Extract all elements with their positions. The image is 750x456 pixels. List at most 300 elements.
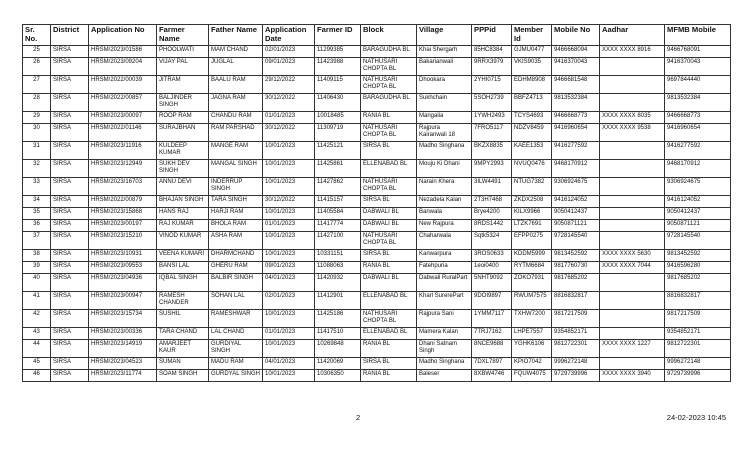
cell-village: Chaharwala	[417, 232, 472, 250]
cell-mfmb-mobile: 9996272148	[665, 358, 731, 370]
cell-sr-no: 37	[23, 232, 51, 250]
cell-farmer-name: RAJ KUMAR	[157, 220, 209, 232]
cell-mfmb-mobile: 9466668773	[665, 112, 731, 124]
cell-aadhar	[600, 178, 665, 196]
table-row	[23, 328, 731, 340]
cell-mobile-no: 8816832817	[552, 292, 600, 310]
table-body	[23, 46, 731, 382]
cell-mobile-no: 9466681548	[552, 76, 600, 94]
table-row	[23, 208, 731, 220]
cell-ppp-id: 85HC8384	[472, 46, 512, 58]
cell-sr-no: 27	[23, 76, 51, 94]
cell-farmer-name: BANSI LAL	[157, 262, 209, 274]
cell-mfmb-mobile: 9354852171	[665, 328, 731, 340]
cell-member-id: KILX9966	[512, 208, 552, 220]
cell-aadhar	[600, 196, 665, 208]
column-header-district: District	[51, 25, 89, 46]
cell-father-name: BAALU RAM	[209, 76, 263, 94]
cell-aadhar: XXXX XXXX 1227	[600, 340, 665, 358]
cell-aadhar	[600, 160, 665, 178]
table-row	[23, 274, 731, 292]
column-header-farmer-name: Farmer Name	[157, 25, 209, 46]
cell-application-no: HRSM/2023/15868	[89, 208, 157, 220]
cell-farmer-name: VEENA KUMARI	[157, 250, 209, 262]
cell-mobile-no: 9996272148	[552, 358, 600, 370]
cell-farmer-name: SURAJBHAN	[157, 124, 209, 142]
cell-block: NATHUSARI CHOPTA BL	[361, 178, 417, 196]
cell-sr-no: 31	[23, 142, 51, 160]
cell-farmer-name: SUKH DEV SINGH	[157, 160, 209, 178]
cell-application-no: HRSM/2023/14919	[89, 340, 157, 358]
cell-application-no: HRSM/2023/00097	[89, 112, 157, 124]
cell-farmer-id: 10306350	[315, 370, 361, 382]
cell-father-name: MADU RAM	[209, 358, 263, 370]
cell-mobile-no: 9466668094	[552, 46, 600, 58]
cell-farmer-id: 11427862	[315, 178, 361, 196]
cell-district: SIRSA	[51, 196, 89, 208]
cell-village: Dabwali RuralPart	[417, 274, 472, 292]
cell-mobile-no: 9813532384	[552, 94, 600, 112]
cell-sr-no: 30	[23, 124, 51, 142]
cell-father-name: DHARMCHAND	[209, 250, 263, 262]
cell-member-id: EDHM8908	[512, 76, 552, 94]
cell-ppp-id: 2T3H7468	[472, 196, 512, 208]
cell-block: ELLENABAD BL	[361, 292, 417, 310]
cell-farmer-name: BHAJAN SINGH	[157, 196, 209, 208]
cell-aadhar: XXXX XXXX 3940	[600, 370, 665, 382]
cell-block: SIRSA BL	[361, 142, 417, 160]
cell-farmer-id: 11427100	[315, 232, 361, 250]
cell-mobile-no: 9354852171	[552, 328, 600, 340]
cell-mobile-no: 9817217509	[552, 310, 600, 328]
cell-mobile-no: 9468170912	[552, 160, 600, 178]
cell-sr-no: 40	[23, 274, 51, 292]
cell-farmer-id: 11415157	[315, 196, 361, 208]
cell-member-id: TXHW7200	[512, 310, 552, 328]
cell-block: SIRSA BL	[361, 358, 417, 370]
cell-farmer-name: KULDEEP KUMAR	[157, 142, 209, 160]
cell-sr-no: 44	[23, 340, 51, 358]
cell-member-id: KDDM5999	[512, 250, 552, 262]
cell-aadhar: XXXX XXXX 8916	[600, 46, 665, 58]
cell-farmer-id: 11425121	[315, 142, 361, 160]
cell-mfmb-mobile: 9813452592	[665, 250, 731, 262]
cell-application-date: 10/01/2023	[263, 370, 315, 382]
cell-mfmb-mobile: 9817685202	[665, 274, 731, 292]
cell-mfmb-mobile: 9817217509	[665, 310, 731, 328]
cell-farmer-name: HANS RAJ	[157, 208, 209, 220]
cell-district: SIRSA	[51, 262, 89, 274]
cell-aadhar	[600, 142, 665, 160]
cell-father-name: GHERU RAM	[209, 262, 263, 274]
cell-father-name: BALBIR SINGH	[209, 274, 263, 292]
table-row	[23, 124, 731, 142]
cell-ppp-id: 7FRO5117	[472, 124, 512, 142]
cell-block: SIRSA BL	[361, 196, 417, 208]
cell-mobile-no: 9416277592	[552, 142, 600, 160]
table-row	[23, 262, 731, 274]
cell-farmer-id: 11425861	[315, 160, 361, 178]
column-header-aadhar: Aadhar	[600, 25, 665, 46]
cell-aadhar	[600, 292, 665, 310]
cell-member-id: LTZK7691	[512, 220, 552, 232]
column-header-mobile-no: Mobile No	[552, 25, 600, 46]
cell-farmer-name: BALJINDER SINGH	[157, 94, 209, 112]
cell-block: ELLENABAD BL	[361, 160, 417, 178]
cell-father-name: SOHAN LAL	[209, 292, 263, 310]
cell-father-name: LAL CHAND	[209, 328, 263, 340]
cell-block: NATHUSARI CHOPTA BL	[361, 232, 417, 250]
cell-farmer-name: VIJAY PAL	[157, 58, 209, 76]
table-row	[23, 310, 731, 328]
cell-district: SIRSA	[51, 370, 89, 382]
cell-application-date: 10/01/2023	[263, 340, 315, 358]
cell-farmer-id: 11088063	[315, 262, 361, 274]
cell-ppp-id: 3ILW4491	[472, 178, 512, 196]
cell-ppp-id: BKZX8835	[472, 142, 512, 160]
column-header-application-date: Application Date	[263, 25, 315, 46]
cell-application-no: HRSM/2023/01586	[89, 46, 157, 58]
cell-application-no: HRSM/2023/15210	[89, 232, 157, 250]
cell-mfmb-mobile: 9416960654	[665, 124, 731, 142]
cell-application-no: HRSM/2023/00947	[89, 292, 157, 310]
column-header-farmer-id: Farmer ID	[315, 25, 361, 46]
cell-sr-no: 33	[23, 178, 51, 196]
cell-ppp-id: 1eoi0400	[472, 262, 512, 274]
cell-district: SIRSA	[51, 94, 89, 112]
table-row	[23, 58, 731, 76]
cell-application-no: HRSM/2022/01146	[89, 124, 157, 142]
cell-sr-no: 41	[23, 292, 51, 310]
column-header-ppp-id: PPPid	[472, 25, 512, 46]
cell-aadhar: XXXX XXXX 5630	[600, 250, 665, 262]
cell-application-no: HRSM/2023/11916	[89, 142, 157, 160]
cell-farmer-id: 11417774	[315, 220, 361, 232]
table-row	[23, 160, 731, 178]
cell-farmer-name: ROOP RAM	[157, 112, 209, 124]
cell-block: BARAGUDHA BL	[361, 94, 417, 112]
cell-farmer-name: ANNU DEVI	[157, 178, 209, 196]
cell-village: Dhookara	[417, 76, 472, 94]
cell-member-id: ZKDX2508	[512, 196, 552, 208]
cell-block: DABWALI BL	[361, 208, 417, 220]
cell-mfmb-mobile: 9306924675	[665, 178, 731, 196]
cell-aadhar: XXXX XXXX 8035	[600, 112, 665, 124]
cell-district: SIRSA	[51, 292, 89, 310]
cell-member-id: NTUG7382	[512, 178, 552, 196]
cell-aadhar	[600, 220, 665, 232]
cell-district: SIRSA	[51, 124, 89, 142]
cell-sr-no: 28	[23, 94, 51, 112]
cell-application-date: 30/12/2022	[263, 94, 315, 112]
column-header-sr-no: Sr. No.	[23, 25, 51, 46]
cell-aadhar	[600, 358, 665, 370]
cell-aadhar	[600, 232, 665, 250]
cell-member-id: TCYS4693	[512, 112, 552, 124]
cell-farmer-name: SUSHIL	[157, 310, 209, 328]
cell-aadhar	[600, 328, 665, 340]
cell-father-name: TARA SINGH	[209, 196, 263, 208]
cell-application-date: 01/01/2023	[263, 220, 315, 232]
cell-district: SIRSA	[51, 58, 89, 76]
table-row	[23, 178, 731, 196]
cell-mobile-no: 9050871121	[552, 220, 600, 232]
cell-mobile-no: 9817760730	[552, 262, 600, 274]
cell-block: SIRSA BL	[361, 250, 417, 262]
cell-district: SIRSA	[51, 274, 89, 292]
table-row	[23, 232, 731, 250]
cell-application-no: HRSM/2022/00039	[89, 76, 157, 94]
column-header-mfmb-mobile: MFMB Mobile	[665, 25, 731, 46]
cell-block: RANIA BL	[361, 262, 417, 274]
cell-member-id: YGHK6106	[512, 340, 552, 358]
cell-application-no: HRSM/2023/00336	[89, 328, 157, 340]
cell-farmer-id: 11420932	[315, 274, 361, 292]
beneficiary-list-sheet	[22, 24, 730, 382]
cell-farmer-id: 11299385	[315, 46, 361, 58]
cell-mfmb-mobile: 9812722301	[665, 340, 731, 358]
cell-sr-no: 43	[23, 328, 51, 340]
cell-application-date: 04/01/2023	[263, 274, 315, 292]
cell-member-id: EFPP0275	[512, 232, 552, 250]
cell-application-date: 10/01/2023	[263, 142, 315, 160]
cell-mfmb-mobile: 9813532384	[665, 94, 731, 112]
cell-mfmb-mobile: 9468170912	[665, 160, 731, 178]
cell-aadhar	[600, 76, 665, 94]
cell-district: SIRSA	[51, 112, 89, 124]
cell-mfmb-mobile: 9697844440	[665, 76, 731, 94]
cell-farmer-id: 11409115	[315, 76, 361, 94]
cell-farmer-id: 10018485	[315, 112, 361, 124]
beneficiary-table	[22, 24, 731, 382]
cell-aadhar	[600, 310, 665, 328]
cell-district: SIRSA	[51, 160, 89, 178]
cell-father-name: ASHA RAM	[209, 232, 263, 250]
cell-application-date: 02/01/2023	[263, 46, 315, 58]
cell-district: SIRSA	[51, 220, 89, 232]
cell-ppp-id: 3ROS0633	[472, 250, 512, 262]
cell-member-id: RYTM6684	[512, 262, 552, 274]
cell-mobile-no: 9416370043	[552, 58, 600, 76]
cell-ppp-id: 2YHI0715	[472, 76, 512, 94]
cell-father-name: MANGAL SINGH	[209, 160, 263, 178]
cell-village: Banwala	[417, 208, 472, 220]
cell-ppp-id: 7DXL7897	[472, 358, 512, 370]
cell-mobile-no: 9050412437	[552, 208, 600, 220]
cell-ppp-id: 1YMM7117	[472, 310, 512, 328]
column-header-member-id: Member Id	[512, 25, 552, 46]
cell-application-no: HRSM/2022/00857	[89, 94, 157, 112]
cell-sr-no: 34	[23, 196, 51, 208]
cell-mfmb-mobile: 9416124052	[665, 196, 731, 208]
cell-district: SIRSA	[51, 310, 89, 328]
cell-application-no: HRSM/2023/11774	[89, 370, 157, 382]
cell-farmer-name: IQBAL SINGH	[157, 274, 209, 292]
cell-block: NATHUSARI CHOPTA BL	[361, 76, 417, 94]
cell-application-date: 30/12/2022	[263, 196, 315, 208]
cell-member-id: KPIO7042	[512, 358, 552, 370]
cell-application-no: HRSM/2022/00879	[89, 196, 157, 208]
cell-mfmb-mobile: 9416596280	[665, 262, 731, 274]
cell-member-id: RWUM7575	[512, 292, 552, 310]
cell-father-name: RAM PARSHAD	[209, 124, 263, 142]
cell-block: NATHUSARI CHOPTA BL	[361, 58, 417, 76]
table-header	[23, 25, 731, 46]
cell-application-no: HRSM/2023/10931	[89, 250, 157, 262]
cell-mfmb-mobile: 9050871121	[665, 220, 731, 232]
cell-father-name: GURDIYAL SINGH	[209, 340, 263, 358]
cell-village: Khai Shergarh	[417, 46, 472, 58]
column-header-village: Village	[417, 25, 472, 46]
cell-sr-no: 26	[23, 58, 51, 76]
cell-village: Rajpura Sani	[417, 310, 472, 328]
cell-farmer-id: 11309719	[315, 124, 361, 142]
cell-farmer-id: 11423988	[315, 58, 361, 76]
cell-ppp-id: 1YWH2493	[472, 112, 512, 124]
cell-member-id: ZOKO7931	[512, 274, 552, 292]
cell-village: Narain Khera	[417, 178, 472, 196]
cell-village: Nezadela Kalan	[417, 196, 472, 208]
cell-application-date: 10/01/2023	[263, 178, 315, 196]
cell-mfmb-mobile: 9050412437	[665, 208, 731, 220]
cell-application-no: HRSM/2023/00197	[89, 220, 157, 232]
cell-member-id: NVUQ0476	[512, 160, 552, 178]
cell-district: SIRSA	[51, 328, 89, 340]
cell-member-id: LHPE7557	[512, 328, 552, 340]
cell-district: SIRSA	[51, 358, 89, 370]
cell-application-date: 10/01/2023	[263, 310, 315, 328]
cell-village: Rajpura Kairanwali 18	[417, 124, 472, 142]
cell-farmer-name: RAMESH CHANDER	[157, 292, 209, 310]
cell-aadhar: XXXX XXXX 7044	[600, 262, 665, 274]
cell-application-date: 10/01/2023	[263, 232, 315, 250]
cell-application-date: 01/01/2023	[263, 112, 315, 124]
cell-district: SIRSA	[51, 250, 89, 262]
cell-mobile-no: 9466668773	[552, 112, 600, 124]
table-row	[23, 142, 731, 160]
cell-aadhar: XXXX XXXX 9538	[600, 124, 665, 142]
print-timestamp: 24-02-2023 10:45	[666, 413, 726, 422]
table-row	[23, 292, 731, 310]
cell-block: NATHUSARI CHOPTA BL	[361, 310, 417, 328]
cell-application-date: 10/01/2023	[263, 208, 315, 220]
cell-ppp-id: Brye4200	[472, 208, 512, 220]
cell-farmer-name: PHOOLWATI	[157, 46, 209, 58]
cell-father-name: MAM CHAND	[209, 46, 263, 58]
cell-village: Madho Singhana	[417, 358, 472, 370]
cell-sr-no: 45	[23, 358, 51, 370]
column-header-block: Block	[361, 25, 417, 46]
cell-village: Mamera Kalan	[417, 328, 472, 340]
cell-ppp-id: 8RDS1442	[472, 220, 512, 232]
cell-aadhar	[600, 208, 665, 220]
cell-ppp-id: 9DOI9897	[472, 292, 512, 310]
cell-member-id: NDZV8459	[512, 124, 552, 142]
cell-village: Baleser	[417, 370, 472, 382]
cell-application-date: 29/12/2022	[263, 76, 315, 94]
cell-application-no: HRSM/2023/12949	[89, 160, 157, 178]
cell-sr-no: 35	[23, 208, 51, 220]
cell-sr-no: 46	[23, 370, 51, 382]
cell-application-no: HRSM/2023/15734	[89, 310, 157, 328]
cell-father-name: BHOLA RAM	[209, 220, 263, 232]
cell-father-name: HARJI RAM	[209, 208, 263, 220]
table-row	[23, 370, 731, 382]
header-row	[23, 25, 731, 46]
cell-block: RANIA BL	[361, 340, 417, 358]
cell-block: DABWALI BL	[361, 274, 417, 292]
cell-application-no: HRSM/2023/04523	[89, 358, 157, 370]
page-number: 2	[356, 413, 361, 422]
cell-farmer-name: JITRAM	[157, 76, 209, 94]
cell-aadhar	[600, 94, 665, 112]
cell-father-name: INDERRUP SINGH	[209, 178, 263, 196]
cell-sr-no: 39	[23, 262, 51, 274]
cell-mobile-no: 9812722301	[552, 340, 600, 358]
cell-mobile-no: 9306924675	[552, 178, 600, 196]
table-row	[23, 46, 731, 58]
cell-farmer-id: 11425186	[315, 310, 361, 328]
cell-mobile-no: 9416960654	[552, 124, 600, 142]
cell-farmer-id: 11412901	[315, 292, 361, 310]
cell-farmer-id: 11417510	[315, 328, 361, 340]
table-row	[23, 220, 731, 232]
cell-sr-no: 42	[23, 310, 51, 328]
cell-application-date: 30/12/2022	[263, 124, 315, 142]
cell-mobile-no: 9416124052	[552, 196, 600, 208]
cell-ppp-id: Sqtk5324	[472, 232, 512, 250]
cell-ppp-id: 7TRJ7162	[472, 328, 512, 340]
cell-application-no: HRSM/2023/09204	[89, 58, 157, 76]
cell-mfmb-mobile: 9728145540	[665, 232, 731, 250]
cell-member-id: FQUW4075	[512, 370, 552, 382]
cell-block: BARAGUDHA BL	[361, 46, 417, 58]
table-row	[23, 340, 731, 358]
cell-farmer-name: VINOD KUMAR	[157, 232, 209, 250]
cell-block: ELLENABAD BL	[361, 328, 417, 340]
cell-village: Madho Singhana	[417, 142, 472, 160]
table-row	[23, 358, 731, 370]
cell-application-date: 01/01/2023	[263, 328, 315, 340]
cell-father-name: CHANDU RAM	[209, 112, 263, 124]
cell-sr-no: 32	[23, 160, 51, 178]
cell-farmer-name: SUMAN	[157, 358, 209, 370]
cell-block: DABWALI BL	[361, 220, 417, 232]
cell-district: SIRSA	[51, 178, 89, 196]
cell-member-id: GJMU0477	[512, 46, 552, 58]
cell-sr-no: 38	[23, 250, 51, 262]
cell-mfmb-mobile: 9729739996	[665, 370, 731, 382]
column-header-application-no: Application No	[89, 25, 157, 46]
column-header-father-name: Father Name	[209, 25, 263, 46]
cell-application-date: 04/01/2023	[263, 358, 315, 370]
cell-district: SIRSA	[51, 232, 89, 250]
cell-mfmb-mobile: 9416370043	[665, 58, 731, 76]
cell-mobile-no: 9813452592	[552, 250, 600, 262]
cell-father-name: GURDYAL SINGH	[209, 370, 263, 382]
cell-application-date: 09/01/2023	[263, 58, 315, 76]
cell-farmer-name: SOAM SINGH	[157, 370, 209, 382]
cell-district: SIRSA	[51, 340, 89, 358]
cell-village: Mangalia	[417, 112, 472, 124]
cell-district: SIRSA	[51, 46, 89, 58]
cell-farmer-name: AMARJEET KAUR	[157, 340, 209, 358]
cell-village: Bakarianwali	[417, 58, 472, 76]
cell-application-date: 10/01/2023	[263, 160, 315, 178]
cell-farmer-name: TARA CHAND	[157, 328, 209, 340]
cell-aadhar	[600, 58, 665, 76]
cell-mobile-no: 9817685202	[552, 274, 600, 292]
